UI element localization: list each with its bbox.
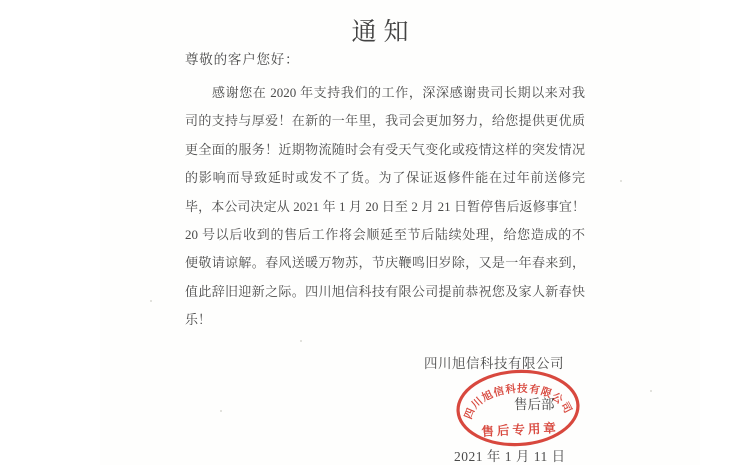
date-label: 2021 年 1 月 11 日 xyxy=(454,449,566,464)
stamp-arc-text: 四川旭信科技有限公司 xyxy=(463,383,574,421)
notice-title: 通知 xyxy=(351,19,416,46)
company-stamp xyxy=(451,365,585,452)
body-line: 20 号以后收到的售后工作将会顺延至节后陆续处理，给您造成的不 xyxy=(185,226,585,242)
scan-speckle xyxy=(150,300,152,302)
notice-body xyxy=(185,79,585,335)
scan-speckle xyxy=(220,410,222,412)
body-line: 便敬请谅解。春风送暖万物苏，节庆鞭鸣旧岁除，又是一年春来到， xyxy=(185,255,585,271)
body-line: 感谢您在 2020 年支持我们的工作，深深感谢贵司长期以来对我 xyxy=(212,85,585,100)
scan-speckle xyxy=(650,390,652,392)
body-line: 司的支持与厚爱！在新的一年里，我司会更加努力，给您提供更优质 xyxy=(185,113,585,129)
body-line: 值此辞旧迎新之际。四川旭信科技有限公司提前恭祝您及家人新春快 xyxy=(185,283,585,299)
body-line: 乐！ xyxy=(185,312,212,328)
salutation: 尊敬的客户您好： xyxy=(185,52,300,67)
scan-speckle xyxy=(300,340,302,342)
stamp-bottom-text: 售后专用章 xyxy=(481,420,560,439)
body-line: 的影响而导致延时或发不了货。为了保证返修件能在过年前送修完 xyxy=(185,170,585,186)
scan-speckle xyxy=(620,180,622,182)
department-label: 售后部 xyxy=(514,397,555,412)
signature-company: 四川旭信科技有限公司 xyxy=(424,356,564,371)
body-line: 更全面的服务！近期物流随时会有受天气变化或疫情这样的突发情况 xyxy=(185,141,585,157)
body-line: 毕，本公司决定从 2021 年 1 月 20 日至 2 月 21 日暂停售后返修事宜！ xyxy=(185,198,585,214)
